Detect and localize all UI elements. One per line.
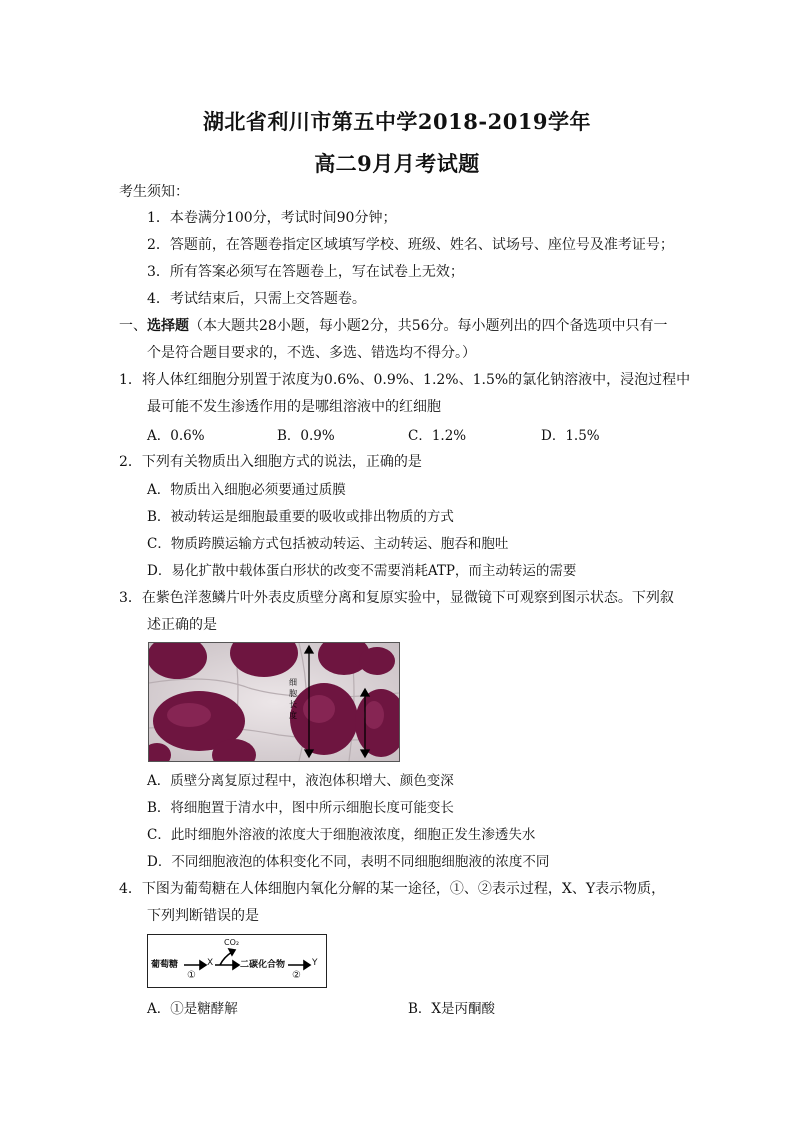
q2-option-b: B．被动转运是细胞最重要的吸收或排出物质的方式 bbox=[147, 509, 454, 525]
q4-option-b: B．X是丙酮酸 bbox=[408, 1001, 496, 1017]
q3-option-d: D．不同细胞液泡的体积变化不同，表明不同细胞细胞液的浓度不同 bbox=[147, 854, 550, 870]
x-label: X bbox=[207, 958, 214, 968]
section-desc: （本大题共28小题，每小题2分，共56分。每小题列出的四个备选项中只有一 bbox=[189, 318, 668, 334]
q3-stem-line1: 3．在紫色洋葱鳞片叶外表皮质壁分离和复原实验中，显微镜下可观察到图示状态。下列叙 bbox=[119, 590, 674, 606]
section-heading bbox=[119, 315, 668, 335]
q3-option-b: B．将细胞置于清水中，图中所示细胞长度可能变长 bbox=[147, 800, 454, 816]
notice-item-4: 4．考试结束后，只需上交答题卷。 bbox=[147, 291, 366, 307]
q2-option-d: D．易化扩散中载体蛋白形状的改变不需要消耗ATP，而主动转运的需要 bbox=[147, 563, 577, 579]
q3-stem-line2: 述正确的是 bbox=[147, 617, 217, 633]
y-label: Y bbox=[312, 958, 318, 968]
two-carbon-label: 二碳化合物 bbox=[240, 960, 286, 970]
notice-item-2: 2．答题前，在答题卷指定区域填写学校、班级、姓名、试场号、座位号及准考证号； bbox=[147, 237, 674, 253]
q1-option-a: A．0.6% bbox=[147, 428, 205, 444]
section-prefix: 一、 bbox=[119, 318, 147, 334]
q4-stem-line2: 下列判断错误的是 bbox=[147, 908, 259, 924]
co2-label: CO₂ bbox=[224, 938, 240, 947]
glucose-label: 葡萄糖 bbox=[151, 960, 179, 970]
notice-item-1: 1．本卷满分100分，考试时间90分钟； bbox=[147, 210, 397, 226]
q4-stem-line1: 4．下图为葡萄糖在人体细胞内氧化分解的某一途径，①、②表示过程，X、Y表示物质， bbox=[119, 881, 666, 897]
section-name: 选择题 bbox=[147, 318, 189, 334]
q3-option-c: C．此时细胞外溶液的浓度大于细胞液浓度，细胞正发生渗透失水 bbox=[147, 827, 536, 843]
notice-heading: 考生须知： bbox=[119, 184, 189, 200]
pathway-diagram bbox=[147, 934, 327, 988]
step1-label: ① bbox=[187, 970, 196, 981]
micrograph-image bbox=[148, 642, 400, 762]
q2-stem: 2．下列有关物质出入细胞方式的说法，正确的是 bbox=[119, 454, 422, 470]
q1-option-b: B．0.9% bbox=[277, 428, 335, 444]
q1-stem-line2: 最可能不发生渗透作用的是哪组溶液中的红细胞 bbox=[147, 399, 441, 415]
step2-label: ② bbox=[292, 970, 301, 981]
section-desc-line2: 个是符合题目要求的，不选、多选、错选均不得分。） bbox=[147, 345, 476, 361]
q1-option-c: C．1.2% bbox=[408, 428, 467, 444]
notice-item-3: 3．所有答案必须写在答题卷上，写在试卷上无效； bbox=[147, 264, 464, 280]
q2-option-c: C．物质跨膜运输方式包括被动转运、主动转运、胞吞和胞吐 bbox=[147, 536, 509, 552]
q1-stem-line1: 1．将人体红细胞分别置于浓度为0.6%、0.9%、1.2%、1.5%的氯化钠溶液中，浸泡过程中 bbox=[119, 372, 691, 388]
exam-title-line2: 高二9月月考试题 bbox=[314, 151, 480, 176]
q4-option-a: A．①是糖酵解 bbox=[147, 1001, 238, 1017]
q2-option-a: A．物质出入细胞必须要通过质膜 bbox=[147, 482, 346, 498]
q3-option-a: A．质壁分离复原过程中，液泡体积增大、颜色变深 bbox=[147, 773, 454, 789]
micrograph-svg bbox=[149, 643, 399, 761]
exam-title-line1: 湖北省利川市第五中学2018-2019学年 bbox=[202, 109, 592, 134]
cell-length-label: 细 胞 长 度 bbox=[289, 678, 297, 720]
q1-option-d: D．1.5% bbox=[541, 428, 600, 444]
